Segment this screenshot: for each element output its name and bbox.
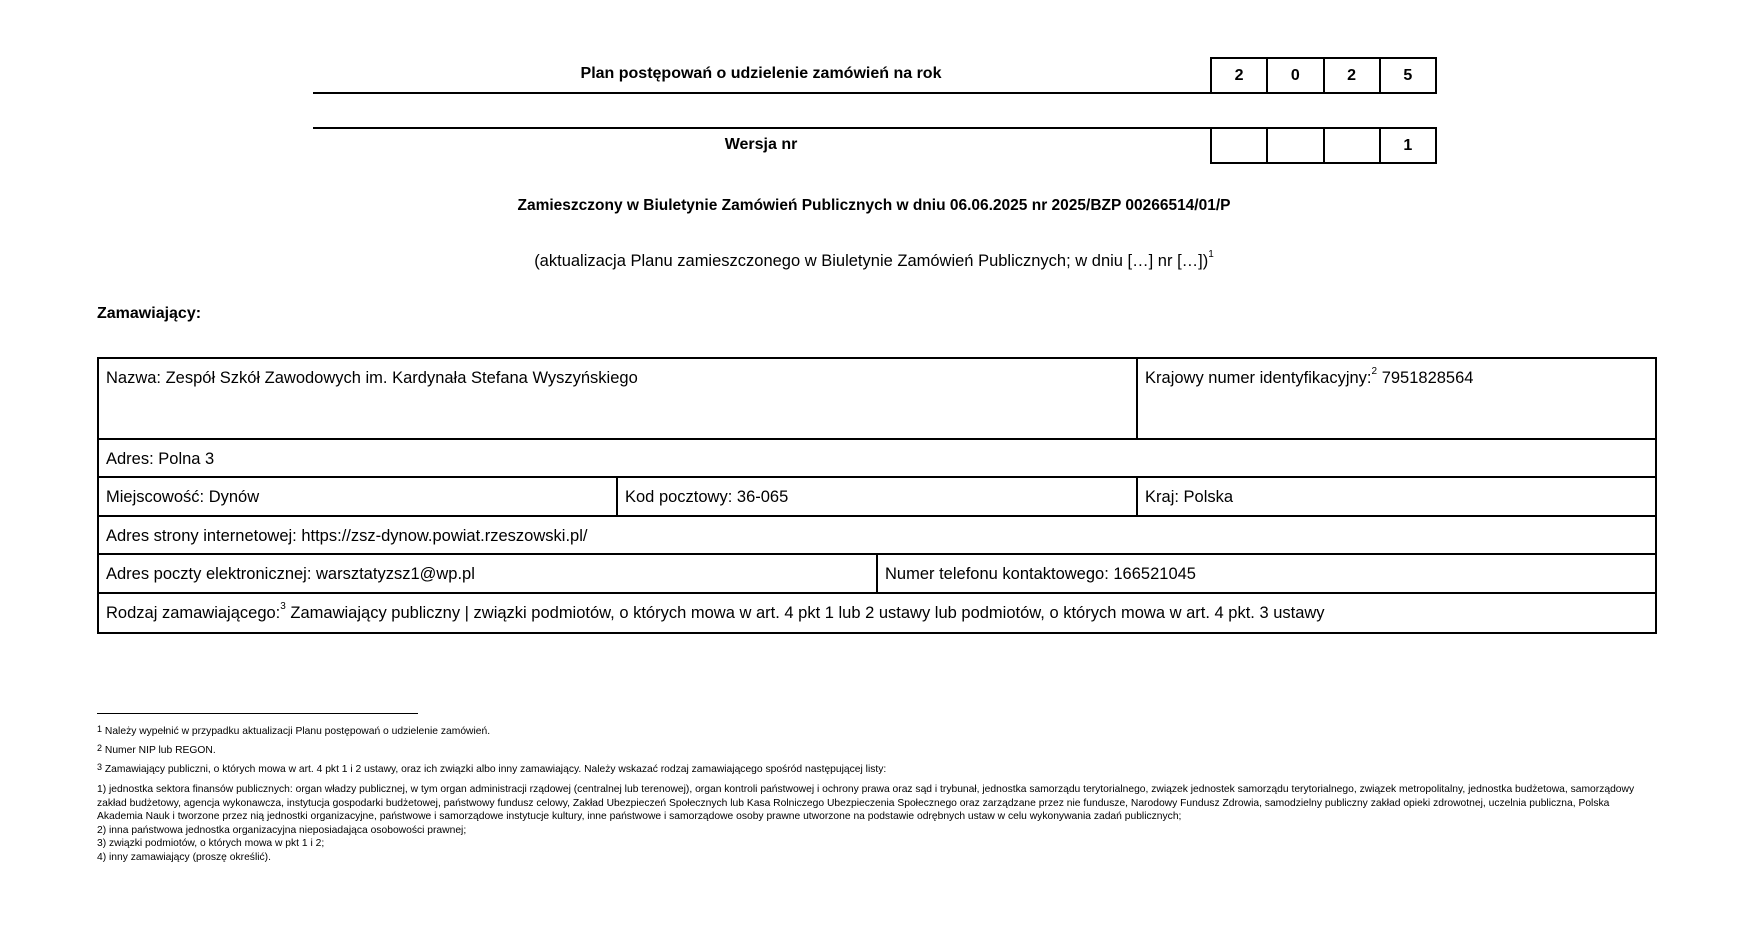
footnote-3-text: Zamawiający publiczni, o których mowa w art. 4 pkt 1 i 2 ustawy, oraz ich związki albo inny zamawiający. Należy wskazać rodzaj zamawiającego spośród następującej listy: <box>104 764 887 775</box>
year-digit-2: 0 <box>1266 59 1322 92</box>
telefon-cell: Numer telefonu kontaktowego: 166521045 <box>877 554 1656 593</box>
footnote-2-number: 2 <box>97 743 103 753</box>
krajowy-numer-value: 7951828564 <box>1381 369 1474 387</box>
footnote-ref-2: 2 <box>1371 366 1378 377</box>
nazwa-cell: Nazwa: Zespół Szkół Zawodowych im. Kardynała Stefana Wyszyńskiego <box>98 358 1137 439</box>
email-cell: Adres poczty elektronicznej: warsztatyzsz1@wp.pl <box>98 554 877 593</box>
version-digit-1 <box>1212 129 1266 162</box>
kod-pocztowy-cell: Kod pocztowy: 36-065 <box>617 477 1137 516</box>
footnote-2-text: Numer NIP lub REGON. <box>104 745 216 756</box>
version-digit-2 <box>1266 129 1322 162</box>
strona-cell: Adres strony internetowej: https://zsz-dynow.powiat.rzeszowski.pl/ <box>98 516 1656 554</box>
version-digit-3 <box>1323 129 1379 162</box>
footnote-1 <box>97 725 1657 739</box>
rodzaj-label: Rodzaj zamawiającego: <box>106 604 281 622</box>
footnote-separator <box>97 713 418 714</box>
zamawiajacy-heading: Zamawiający: <box>97 305 202 322</box>
footnote-list <box>97 783 1657 864</box>
year-boxes <box>1210 57 1437 94</box>
footnote-1-number: 1 <box>97 724 103 734</box>
version-boxes <box>1210 127 1437 164</box>
year-digit-1: 2 <box>1234 66 1244 84</box>
kraj-cell: Kraj: Polska <box>1137 477 1656 516</box>
update-line-text: (aktualizacja Planu zamieszczonego w Biuletynie Zamówień Publicznych; w dniu […] nr […]) <box>534 252 1209 270</box>
footnote-list-item: 2) inna państwowa jednostka organizacyjna nieposiadająca osobowości prawnej; <box>97 824 467 836</box>
year-digit-3: 2 <box>1323 59 1379 92</box>
rodzaj-cell <box>98 593 1656 633</box>
adres-cell: Adres: Polna 3 <box>98 439 1656 477</box>
year-digit-4: 5 <box>1379 59 1435 92</box>
plan-title: Plan postępowań o udzielenie zamówień na rok <box>580 65 942 82</box>
zamawiajacy-table <box>97 357 1657 634</box>
footnote-3 <box>97 763 1657 777</box>
footnote-list-item: 4) inny zamawiający (proszę określić). <box>97 851 271 863</box>
update-line <box>0 249 1748 271</box>
footnote-ref-1: 1 <box>1208 249 1214 260</box>
rodzaj-value: Zamawiający publiczny | związki podmiotów, o których mowa w art. 4 pkt 1 lub 2 ustawy lub podmiotów, o których mowa w art. 4 pkt. 3 ustawy <box>290 604 1325 622</box>
krajowy-numer-label: Krajowy numer identyfikacyjny: <box>1145 369 1372 387</box>
footnote-3-number: 3 <box>97 762 103 772</box>
footnote-2 <box>97 744 1657 758</box>
footnote-ref-3: 3 <box>280 601 286 612</box>
krajowy-numer-cell <box>1137 358 1656 439</box>
version-label: Wersja nr <box>724 136 798 153</box>
footnote-1-text: Należy wypełnić w przypadku aktualizacji Planu postępowań o udzielenie zamówień. <box>104 726 491 737</box>
published-line: Zamieszczony w Biuletynie Zamówień Publicznych w dniu 06.06.2025 nr 2025/BZP 00266514/01/P <box>517 197 1231 214</box>
footnote-list-item: 1) jednostka sektora finansów publicznych: organ władzy publicznej, w tym organ administracji rządowej (centralnej lub terenowej), organ kontroli państwowej i ochrony prawa oraz sąd i trybunał, jednostka samorządu terytorialnego, związek jednostek samorządu terytorialnego, związek metropolitalny, jednostka budżetowa, samorządowy zakład budżetowy, agencja wykonawcza, instytucja gospodarki budżetowej, państwowy fundusz celowy, Zakład Ubezpieczeń Społecznych lub Kasa Rolniczego Ubezpieczenia Społecznego oraz zarządzane przez nie fundusze, Narodowy Fundusz Zdrowia, samodzielny publiczny zakład opieki zdrowotnej, uczelnia publiczna, Polska Akademia Nauk i tworzone przez nią jednostki organizacyjne, państwowe i samorządowe instytucje kultury, inne państwowe i samorządowe osoby prawne utworzone na podstawie odrębnych ustaw w celu wykonywania zadań publicznych; <box>97 784 1635 822</box>
version-digit-4: 1 <box>1379 129 1435 162</box>
footnote-list-item: 3) związki podmiotów, o których mowa w pkt 1 i 2; <box>97 838 325 849</box>
miejscowosc-cell: Miejscowość: Dynów <box>98 477 617 516</box>
